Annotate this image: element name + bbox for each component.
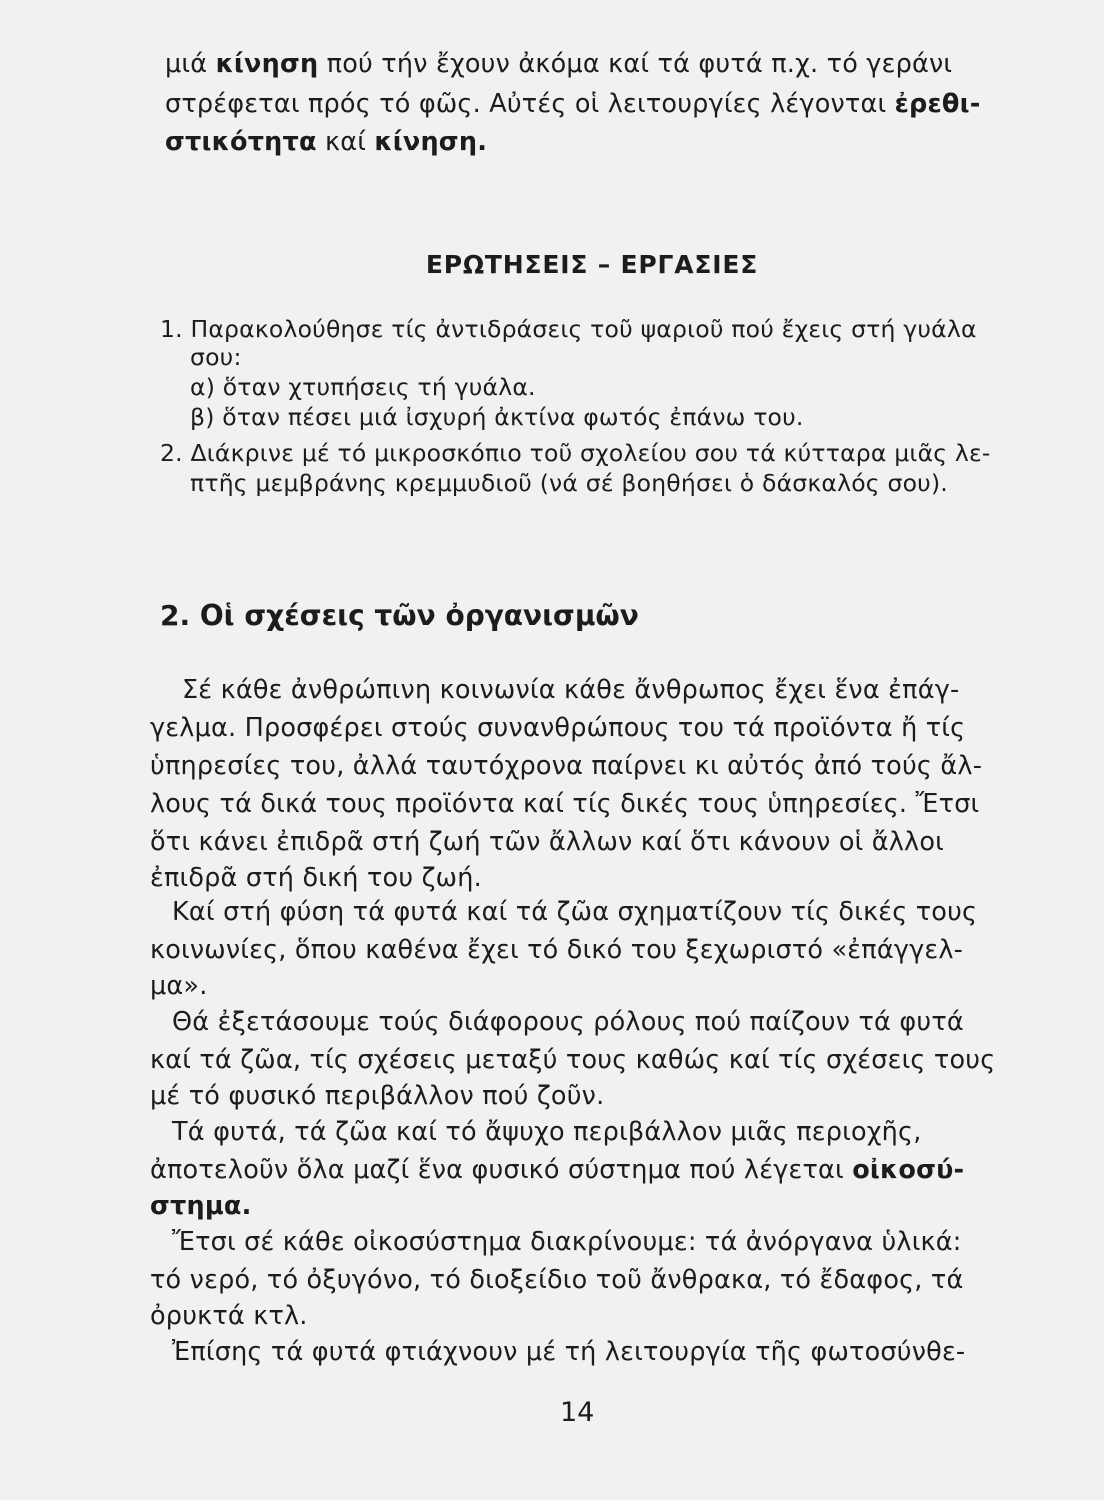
- section-title: 2. Οἱ σχέσεις τῶν ὀργανισμῶν: [160, 599, 639, 632]
- p4-line-3: στημα.: [150, 1191, 252, 1221]
- p1-line-4: λους τά δικά τους προϊόντα καί τίς δικές τους ὑπηρεσίες. Ἔτσι: [150, 789, 980, 819]
- questions-heading: ΕΡΩΤΗΣΕΙΣ – ΕΡΓΑΣΙΕΣ: [425, 250, 759, 279]
- p3-line-1: Θά ἐξετάσουμε τούς διάφορους ρόλους πού παίζουν τά φυτά: [172, 1007, 964, 1037]
- bold-term-kinisi: κίνηση: [215, 49, 319, 79]
- intro-line-2: [165, 86, 981, 122]
- page-number: 14: [560, 1397, 595, 1428]
- question-1-line-2: σου:: [190, 343, 242, 371]
- text: μιά: [165, 49, 216, 79]
- text: στρέφεται πρός τό φῶς. Αὐτές οἱ λειτουργίες λέγονται: [165, 89, 895, 119]
- p1-line-3: ὑπηρεσίες του, ἀλλά ταυτόχρονα παίρνει κι αὐτός ἀπό τούς ἄλ-: [150, 751, 983, 781]
- p2-line-2: κοινωνίες, ὅπου καθένα ἔχει τό δικό του ξεχωριστό «ἐπάγγελ-: [150, 935, 964, 965]
- bold-term-kinisi-2: κίνηση.: [374, 127, 488, 157]
- text: πού τήν ἔχουν ἀκόμα καί τά φυτά π.χ. τό γεράνι: [318, 49, 953, 79]
- text: ἀποτελοῦν ὅλα μαζί ἕνα φυσικό σύστημα πού λέγεται: [150, 1155, 853, 1185]
- p1-line-6: ἐπιδρᾶ στή δική του ζωή.: [150, 863, 482, 893]
- p2-line-1: Καί στή φύση τά φυτά καί τά ζῶα σχηματίζουν τίς δικές τους: [172, 897, 978, 927]
- question-1-line-1: 1. Παρακολούθησε τίς ἀντιδράσεις τοῦ ψαριοῦ πού ἔχεις στή γυάλα: [160, 315, 977, 343]
- text: καί: [316, 127, 375, 157]
- p6-line-1: Ἐπίσης τά φυτά φτιάχνουν μέ τή λειτουργία τῆς φωτοσύνθε-: [172, 1337, 966, 1367]
- question-1a: α) ὅταν χτυπήσεις τή γυάλα.: [190, 373, 536, 401]
- bold-term-stikotita: στικότητα: [165, 127, 317, 157]
- p3-line-2: καί τά ζῶα, τίς σχέσεις μεταξύ τους καθώς καί τίς σχέσεις τους: [150, 1045, 996, 1075]
- p1-line-2: γελμα. Προσφέρει στούς συνανθρώπους του τά προϊόντα ἤ τίς: [150, 713, 966, 743]
- p5-line-1: Ἔτσι σέ κάθε οἰκοσύστημα διακρίνουμε: τά ἀνόργανα ὑλικά:: [172, 1227, 962, 1257]
- p3-line-3: μέ τό φυσικό περιβάλλον πού ζοῦν.: [150, 1081, 605, 1111]
- question-1b: β) ὅταν πέσει μιά ἰσχυρή ἀκτίνα φωτός ἐπάνω του.: [190, 403, 804, 431]
- p1-line-1: Σέ κάθε ἀνθρώπινη κοινωνία κάθε ἄνθρωπος ἔχει ἕνα ἐπάγ-: [182, 675, 960, 705]
- p2-line-3: μα».: [150, 971, 208, 1001]
- p5-line-3: ὀρυκτά κτλ.: [150, 1301, 308, 1331]
- p4-line-1: Τά φυτά, τά ζῶα καί τό ἄψυχο περιβάλλον μιᾶς περιοχῆς,: [172, 1117, 922, 1147]
- intro-line-3: [165, 124, 487, 160]
- p1-line-5: ὅτι κάνει ἐπιδρᾶ στή ζωή τῶν ἄλλων καί ὅτι κάνουν οἱ ἄλλοι: [150, 827, 944, 857]
- p4-line-2: [150, 1152, 964, 1188]
- bold-term-oikosy: οἰκοσύ-: [852, 1155, 965, 1185]
- question-2-line-2: πτῆς μεμβράνης κρεμμυδιοῦ (νά σέ βοηθήσει ὁ δάσκαλός σου).: [190, 469, 948, 497]
- p5-line-2: τό νερό, τό ὀξυγόνο, τό διοξείδιο τοῦ ἄνθρακα, τό ἔδαφος, τά: [150, 1265, 964, 1295]
- bold-term-erethi: ἐρεθι-: [894, 89, 981, 119]
- question-2-line-1: 2. Διάκρινε μέ τό μικροσκόπιο τοῦ σχολείου σου τά κύτταρα μιᾶς λε-: [160, 439, 991, 467]
- intro-line-1: [165, 46, 952, 82]
